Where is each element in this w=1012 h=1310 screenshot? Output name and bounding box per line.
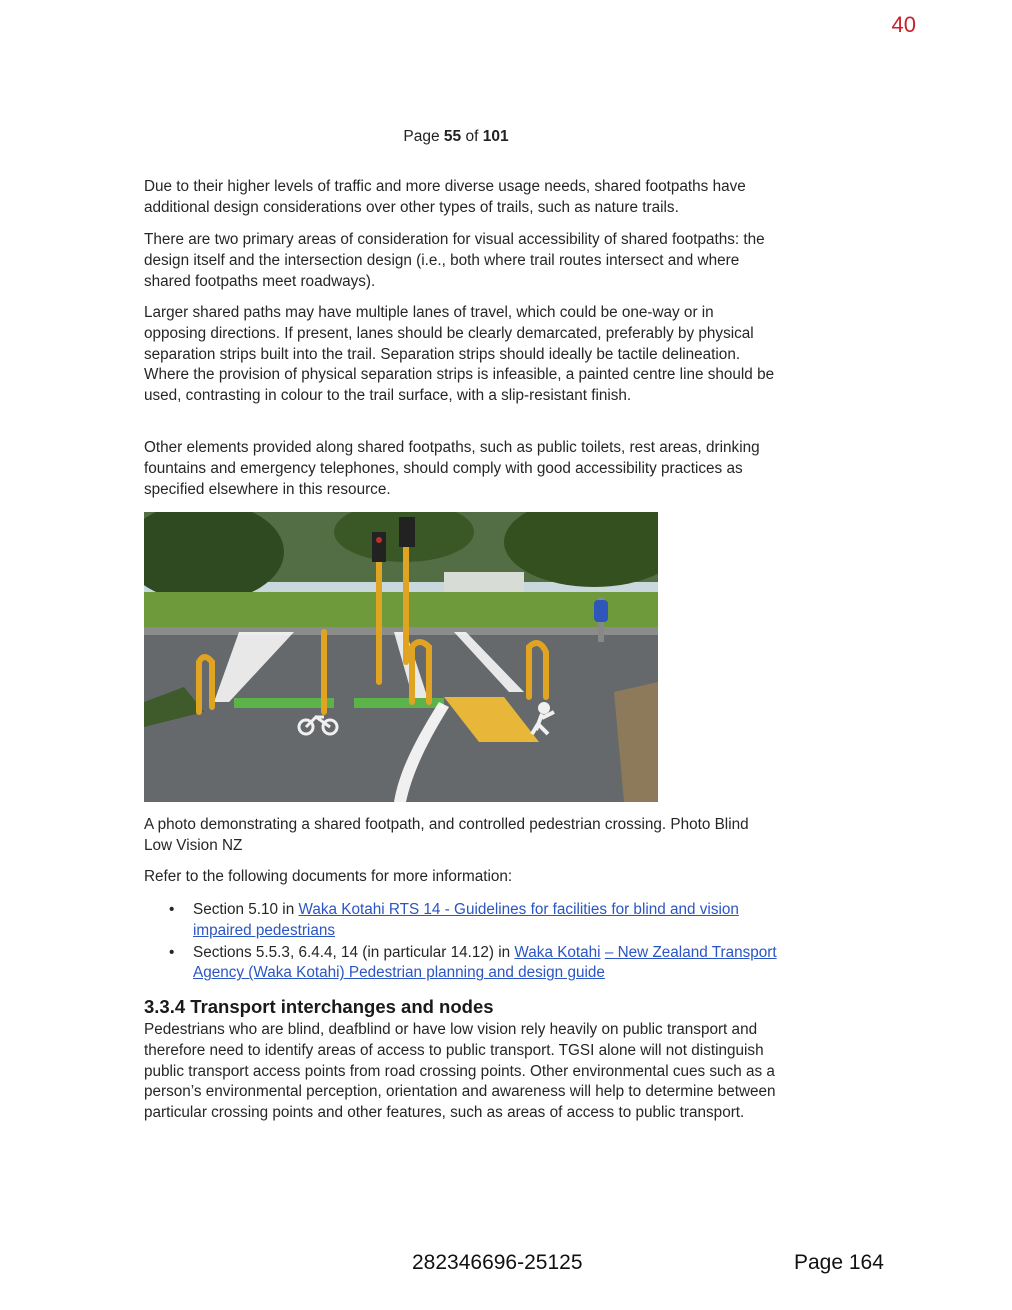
page-header-total: 101	[482, 128, 509, 145]
shared-footpath-photo	[144, 512, 658, 802]
reference-link[interactable]: Waka Kotahi	[514, 943, 601, 961]
reference-item	[144, 943, 784, 985]
reference-link[interactable]: Guidelines for facilities for blind and vision impaired pedestrians	[193, 901, 739, 939]
reference-link[interactable]: – New Zealand Transport Agency (Waka Kotahi) Pedestrian planning and design guide	[193, 943, 777, 982]
photo-green-strip-left	[234, 698, 334, 708]
page-header-mid: of	[461, 128, 483, 145]
page-header	[0, 128, 912, 146]
reference-link[interactable]: Waka Kotahi RTS 14 -	[298, 901, 455, 918]
bullet-icon: •	[169, 943, 175, 961]
document-id: 282346696-25125	[412, 1251, 583, 1274]
photo-caption: A photo demonstrating a shared footpath, and controlled pedestrian crossing. Photo Blind Low Vision NZ	[144, 816, 749, 854]
paragraph-3-text: Larger shared paths may have multiple lanes of travel, which could be one-way or in opposing directions. If present, lanes should be clearly demarcated, preferably by physical separation strips built into the trail. Separation strips should ideally be tactile delineation. Where the provision of physical separation strips is infeasible, a painted centre line should be used, contrasting in colour to the trail surface, with a slip-resistant finish.	[144, 304, 775, 405]
bullet-icon: •	[169, 901, 175, 918]
page-header-prefix: Page	[403, 128, 444, 145]
photo-keep-left-sign	[594, 600, 608, 622]
section-heading: 3.3.4 Transport interchanges and nodes	[144, 996, 494, 1017]
paragraph-2	[144, 230, 776, 292]
photo-illustration	[144, 512, 658, 802]
reference-list	[144, 900, 784, 985]
paragraph-1	[144, 177, 776, 219]
photo-signal-head-2	[399, 517, 415, 547]
paragraph-4	[144, 438, 776, 500]
corner-page-number: 40	[891, 12, 916, 37]
photo-grass	[144, 592, 658, 632]
photo-building	[444, 572, 524, 592]
paragraph-2-text: There are two primary areas of consideration for visual accessibility of shared footpaths: the design itself and the intersection design (i.e., both where trail routes intersect and where shared footpaths meet roadways).	[144, 231, 765, 290]
photo-signal-light	[376, 537, 382, 543]
paragraph-4-text: Other elements provided along shared footpaths, such as public toilets, rest areas, drinking fountains and emergency telephones, should comply with good accessibility practices as specified elsewhere in this resource.	[144, 439, 760, 498]
reference-prefix: Sections 5.5.3, 6.4.4, 14 (in particular 14.12) in	[193, 943, 515, 961]
reference-item	[144, 900, 784, 942]
refer-text: Refer to the following documents for more information:	[144, 868, 513, 885]
paragraph-3	[144, 303, 776, 407]
paragraph-1-text: Due to their higher levels of traffic and more diverse usage needs, shared footpaths have additional design considerations over other types of trails, such as nature trails.	[144, 178, 746, 216]
reference-prefix: Section 5.10 in	[193, 901, 299, 918]
page-header-current: 55	[443, 128, 462, 145]
footer-page-number: Page 164	[794, 1251, 884, 1274]
photo-signal-head-1	[372, 532, 386, 562]
section-paragraph: Pedestrians who are blind, deafblind or have low vision rely heavily on public transport and therefore need to identify areas of access to public transport. TGSI alone will not distinguish public transport access points from road crossing points. Other environmental cues such as a person’s environmental perception, orientation and awareness will help to determine between particular crossing points and other features, such as areas of access to public transport.	[144, 1021, 776, 1122]
